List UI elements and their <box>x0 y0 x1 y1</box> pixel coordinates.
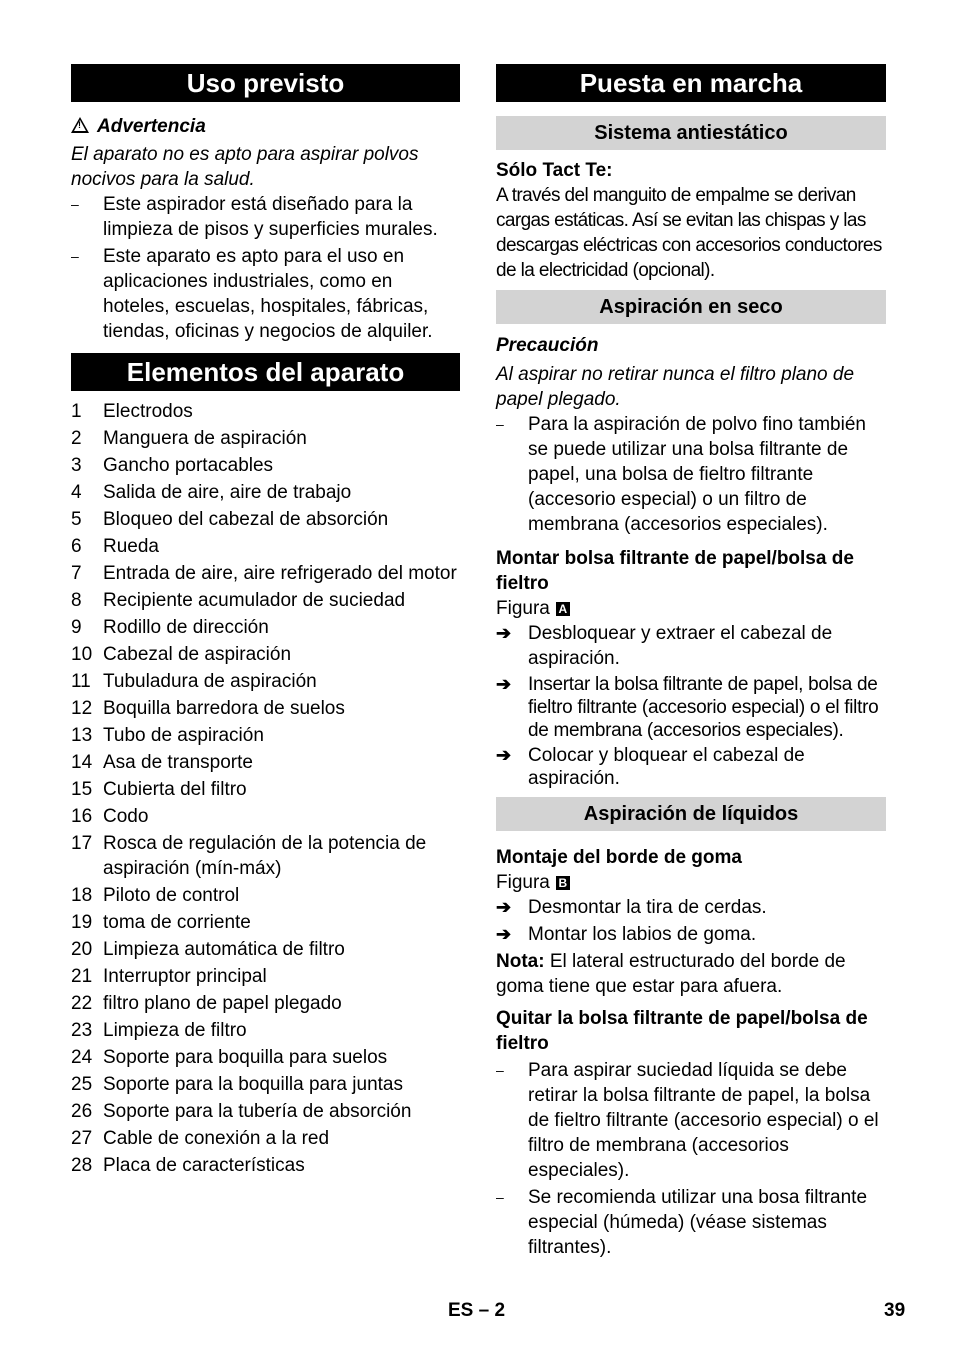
elemento-item <box>71 1153 460 1178</box>
elemento-label: Entrada de aire, aire refrigerado del motor <box>103 563 457 584</box>
elemento-label: toma de corriente <box>103 912 251 933</box>
list-item-text: Para aspirar suciedad líquida se debe retirar la bolsa filtrante de papel, la bolsa de fieltro filtrante (accesorio especial) o el filtro de membrana (accesorios especiales). <box>528 1060 879 1181</box>
elemento-label: Electrodos <box>103 401 193 422</box>
elemento-item <box>71 750 460 775</box>
elemento-number: 2 <box>71 428 82 449</box>
elemento-number: 15 <box>71 779 93 800</box>
precaucion-text: Al aspirar no retirar nunca el filtro plano de papel plegado. <box>496 364 855 410</box>
elemento-label: Soporte para boquilla para suelos <box>103 1047 388 1068</box>
right-column <box>496 64 886 1260</box>
elemento-number: 13 <box>71 725 93 746</box>
elemento-label: Rodillo de dirección <box>103 617 269 638</box>
warning-triangle-icon <box>71 117 89 133</box>
elemento-item <box>71 883 460 908</box>
elemento-number: 22 <box>71 993 93 1014</box>
warning-label: Advertencia <box>97 116 206 137</box>
solo-tact-label: Sólo Tact Te: <box>496 160 613 181</box>
list-item-text: Este aparato es apto para el uso en aplicaciones industriales, como en hoteles, escuelas, hospitales, fábricas, tiendas, oficinas y negocios de alquiler. <box>103 246 433 342</box>
arrow-right-icon: ➔ <box>496 924 512 944</box>
elemento-item <box>71 937 460 962</box>
elementos-list <box>71 399 460 1178</box>
elemento-number: 4 <box>71 482 82 503</box>
list-item <box>496 1058 886 1183</box>
warning-line <box>71 114 460 139</box>
elemento-label: Limpieza automática de filtro <box>103 939 345 960</box>
elemento-item <box>71 399 460 424</box>
elemento-number: 17 <box>71 833 93 854</box>
elemento-number: 18 <box>71 885 93 906</box>
elemento-label: Placa de características <box>103 1155 305 1176</box>
elemento-item <box>71 723 460 748</box>
elemento-label: Cabezal de aspiración <box>103 644 292 665</box>
warning-text: El aparato no es apto para aspirar polvos nocivos para la salud. <box>71 144 419 190</box>
step-text: Colocar y bloquear el cabezal de aspiración. <box>528 745 805 789</box>
elemento-item <box>71 777 460 802</box>
elemento-number: 7 <box>71 563 82 584</box>
elemento-label: Bloqueo del cabezal de absorción <box>103 509 389 530</box>
subsection-heading-liquidos: Aspiración de líquidos <box>496 797 886 831</box>
elemento-number: 19 <box>71 912 93 933</box>
subsection-heading-sistema: Sistema antiestático <box>496 116 886 150</box>
elemento-item <box>71 480 460 505</box>
elemento-item <box>71 561 460 586</box>
elemento-number: 11 <box>71 671 91 692</box>
sistema-text: A través del manguito de empalme se derivan cargas estáticas. Así se evitan las chispas y las descargas eléctricas con accesorios conductores de la electricidad (opcional). <box>496 185 882 281</box>
montaje-heading: Montaje del borde de goma <box>496 847 742 868</box>
elemento-item <box>71 669 460 694</box>
list-item <box>71 244 460 344</box>
arrow-right-icon: ➔ <box>496 745 512 765</box>
elemento-number: 23 <box>71 1020 93 1041</box>
elemento-label: Soporte para la tubería de absorción <box>103 1101 412 1122</box>
elemento-item <box>71 964 460 989</box>
elemento-number: 27 <box>71 1128 93 1149</box>
elemento-label: Manguera de aspiración <box>103 428 307 449</box>
list-item-text: Este aspirador está diseñado para la limpieza de pisos y superficies murales. <box>103 194 438 240</box>
elemento-number: 8 <box>71 590 82 611</box>
nota-label: Nota: <box>496 951 545 972</box>
dash-icon: – <box>71 248 79 264</box>
elemento-label: Recipiente acumulador de suciedad <box>103 590 406 611</box>
section-heading-uso-previsto: Uso previsto <box>71 64 460 102</box>
elemento-label: Asa de transporte <box>103 752 253 773</box>
elemento-label: Salida de aire, aire de trabajo <box>103 482 352 503</box>
figure-a-badge: A <box>556 602 570 616</box>
elemento-number: 21 <box>71 966 93 987</box>
step-text: Desbloquear y extraer el cabezal de aspiración. <box>528 623 833 669</box>
elemento-label: Boquilla barredora de suelos <box>103 698 345 719</box>
elemento-label: filtro plano de papel plegado <box>103 993 342 1014</box>
elemento-item <box>71 696 460 721</box>
figura-a-line <box>496 596 886 621</box>
elemento-label: Tubuladura de aspiración <box>103 671 317 692</box>
nota-text: El lateral estructurado del borde de goma tiene que estar para afuera. <box>496 951 846 997</box>
elemento-number: 16 <box>71 806 93 827</box>
elemento-label: Limpieza de filtro <box>103 1020 247 1041</box>
elemento-item <box>71 588 460 613</box>
montar-heading: Montar bolsa filtrante de papel/bolsa de fieltro <box>496 548 854 594</box>
elemento-label: Cubierta del filtro <box>103 779 247 800</box>
elemento-label: Piloto de control <box>103 885 240 906</box>
elemento-number: 5 <box>71 509 82 530</box>
elemento-label: Tubo de aspiración <box>103 725 264 746</box>
elemento-item <box>71 1018 460 1043</box>
elemento-label: Cable de conexión a la red <box>103 1128 330 1149</box>
section-heading-puesta-en-marcha: Puesta en marcha <box>496 64 886 102</box>
list-item <box>496 1185 886 1260</box>
left-column <box>71 64 460 1178</box>
figure-b-badge: B <box>556 876 570 890</box>
elemento-number: 20 <box>71 939 93 960</box>
dash-icon: – <box>496 1189 504 1205</box>
footer-page-label: ES – 2 <box>448 1300 506 1321</box>
precaucion-label: Precaución <box>496 335 599 356</box>
arrow-right-icon: ➔ <box>496 623 512 643</box>
elemento-item <box>71 1072 460 1097</box>
subsection-heading-seco: Aspiración en seco <box>496 290 886 324</box>
elemento-label: Soporte para la boquilla para juntas <box>103 1074 403 1095</box>
arrow-right-icon: ➔ <box>496 897 512 917</box>
section-heading-elementos: Elementos del aparato <box>71 353 460 391</box>
footer-page-number: 39 <box>884 1300 906 1321</box>
elemento-number: 14 <box>71 752 93 773</box>
list-item-text: Se recomienda utilizar una bosa filtrante especial (húmeda) (véase sistemas filtrantes). <box>528 1187 868 1258</box>
elemento-number: 25 <box>71 1074 93 1095</box>
elemento-label: Rueda <box>103 536 159 557</box>
elemento-item <box>71 910 460 935</box>
elemento-item <box>71 1099 460 1124</box>
step-item <box>496 922 886 947</box>
step-text: Desmontar la tira de cerdas. <box>528 897 767 918</box>
elemento-number: 6 <box>71 536 82 557</box>
list-item <box>71 192 460 242</box>
elemento-label: Rosca de regulación de la potencia de aspiración (mín-máx) <box>103 833 427 879</box>
dash-icon: – <box>496 1062 504 1078</box>
step-item <box>496 621 886 671</box>
elemento-item <box>71 1126 460 1151</box>
elemento-item <box>71 642 460 667</box>
elemento-number: 28 <box>71 1155 93 1176</box>
elemento-item <box>71 991 460 1016</box>
elemento-item <box>71 1045 460 1070</box>
nota-paragraph <box>496 949 886 999</box>
elemento-item <box>71 831 460 881</box>
figura-label: Figura <box>496 598 550 619</box>
figura-b-line <box>496 870 886 895</box>
step-text: Montar los labios de goma. <box>528 924 757 945</box>
elemento-number: 24 <box>71 1047 93 1068</box>
elemento-item <box>71 426 460 451</box>
elemento-item <box>71 804 460 829</box>
elemento-number: 12 <box>71 698 93 719</box>
elemento-item <box>71 507 460 532</box>
elemento-label: Interruptor principal <box>103 966 267 987</box>
step-item <box>496 895 886 920</box>
elemento-label: Gancho portacables <box>103 455 274 476</box>
step-item <box>496 744 886 790</box>
list-item <box>496 412 886 537</box>
dash-icon: – <box>71 196 79 212</box>
elemento-number: 1 <box>71 401 82 422</box>
figura-label: Figura <box>496 872 550 893</box>
elemento-number: 9 <box>71 617 82 638</box>
step-text: Insertar la bolsa filtrante de papel, bolsa de fieltro filtrante (accesorio especial) o el filtro de membrana (accesorios especiales). <box>528 674 879 741</box>
elemento-item <box>71 453 460 478</box>
elemento-number: 3 <box>71 455 82 476</box>
step-item <box>496 673 886 742</box>
elemento-item <box>71 615 460 640</box>
elemento-item <box>71 534 460 559</box>
elemento-number: 10 <box>71 644 93 665</box>
quitar-heading: Quitar la bolsa filtrante de papel/bolsa de fieltro <box>496 1008 868 1054</box>
dash-icon: – <box>496 416 504 432</box>
arrow-right-icon: ➔ <box>496 674 511 694</box>
elemento-number: 26 <box>71 1101 93 1122</box>
elemento-label: Codo <box>103 806 149 827</box>
list-item-text: Para la aspiración de polvo fino también se puede utilizar una bolsa filtrante de papel, una bolsa de fieltro filtrante (accesorio especial) o un filtro de membrana (accesorios especiales). <box>528 414 866 535</box>
